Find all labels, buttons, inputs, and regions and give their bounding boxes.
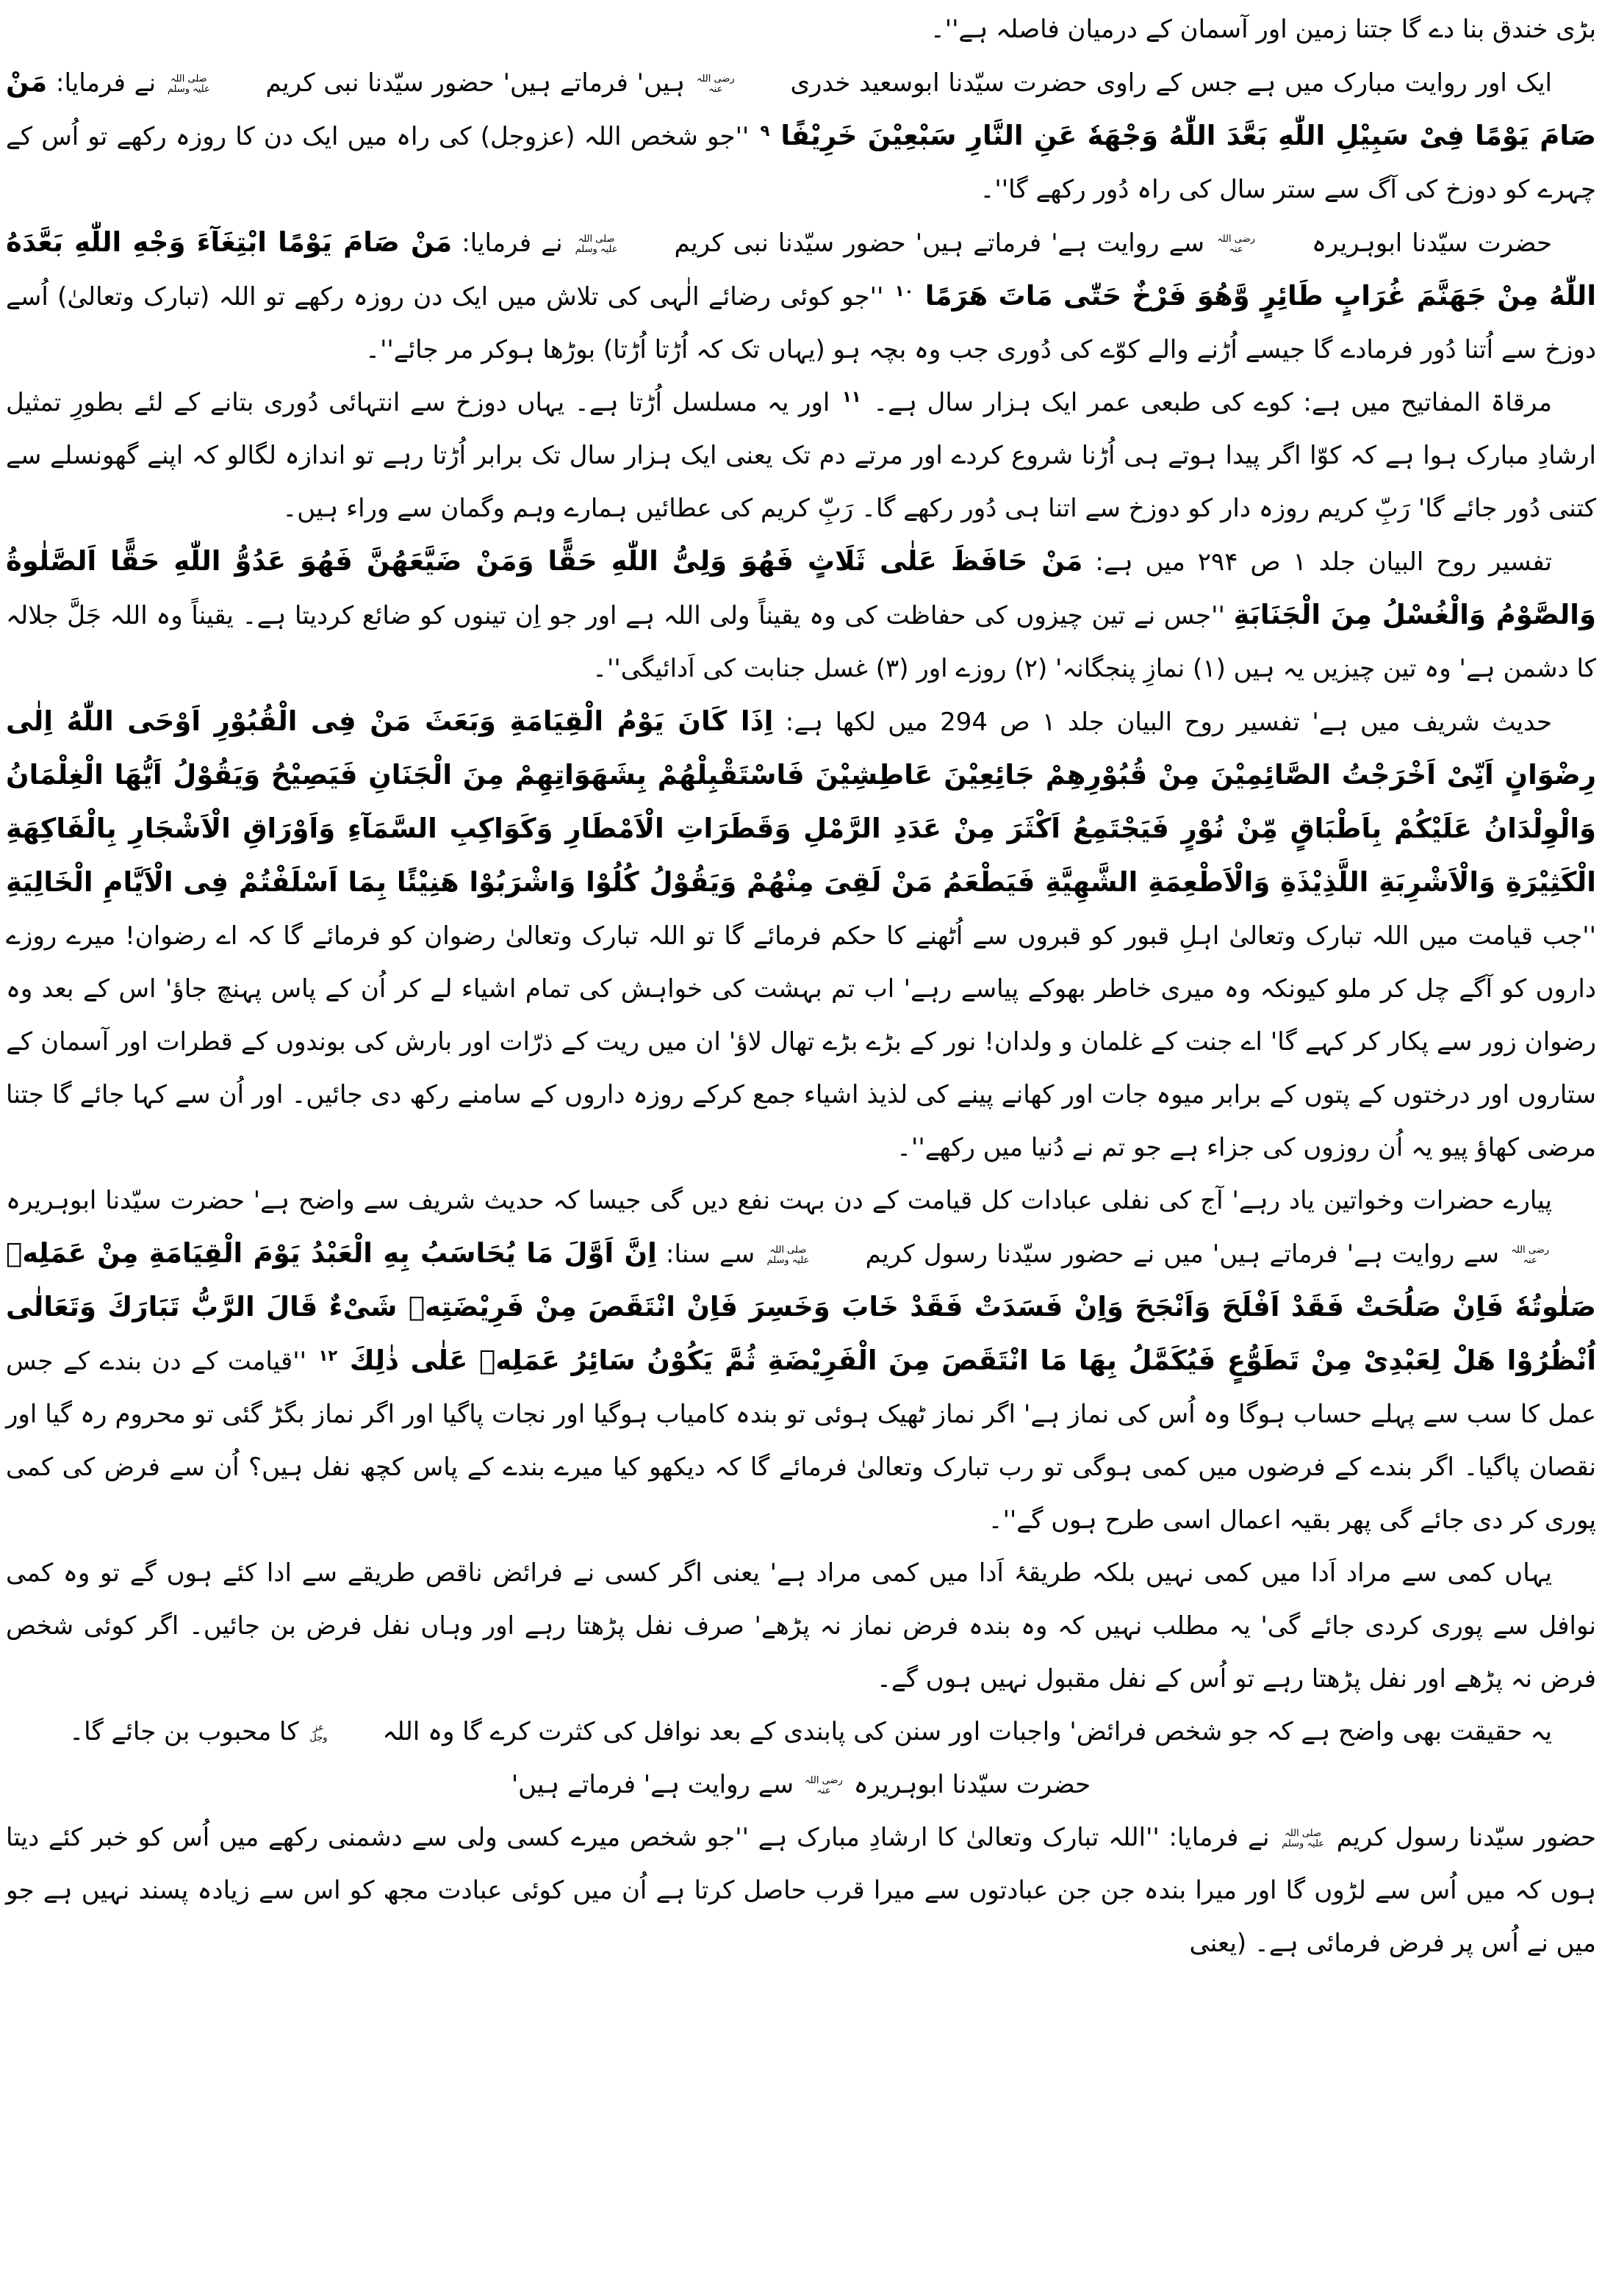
honorific-line: وجل — [309, 1732, 328, 1743]
urdu-text: ''جو شخص اللہ (عزوجل) کی راہ میں ایک دن کا روزہ رکھے تو اُس کے چہرے کو دوزخ کی آگ سے ستر سال کی راہ دُور رکھے گا''۔ — [6, 122, 1596, 204]
urdu-text: تفسیر روح البیان جلد ۱ ص ۲۹۴ میں ہے: — [1095, 547, 1552, 577]
arabic-quote: اِنَّ اَوَّلَ مَا يُحَاسَبُ بِهِ الْعَبْدُ يَوْمَ الْقِيَامَةِ مِنْ عَمَلِهٖ صَلٰوتُهٗ فَاِنْ صَلُحَتْ فَقَدْ اَفْلَحَ وَاَنْجَحَ وَاِنْ فَسَدَتْ فَقَدْ خَابَ وَخَسِرَ فَاِنْ انْتَقَصَ مِنْ فَرِيْضَتِهٖ شَىْءٌ قَالَ الرَّبُّ تَبَارَكَ وَتَعَالٰى اُنْظُرُوْا هَلْ لِعَبْدِىْ مِنْ تَطَوُّعٍ فَيُكَمَّلُ بِهَا مَا انْتَقَصَ مِنَ الْفَرِيْضَةِ ثُمَّ يَكُوْنُ سَائِرُ عَمَلِهٖ عَلٰى ذٰلِكَ — [6, 1237, 1596, 1376]
urdu-text: سے سنا: — [666, 1239, 755, 1269]
urdu-text: حضور سیّدنا رسول کریم — [1336, 1823, 1596, 1852]
urdu-text: بڑی خندق بنا دے گا جتنا زمین اور آسمان کے درمیان فاصلہ ہے''۔ — [930, 15, 1596, 44]
honorific-line: صلی اللہ — [578, 233, 615, 245]
honorific-line: علیہ وسلم — [167, 83, 210, 95]
honorific-mark — [575, 234, 662, 254]
urdu-text: نے فرمایا: ''اللہ تبارک وتعالیٰ کا ارشادِ مبارک ہے ''جو شخص میرے کسی ولی سے دشمنی رکھے میں اُس کو خبر کئے دیتا ہوں کہ میں اُس سے لڑوں گا اور میرا بندہ جن جن عبادتوں سے میرا قرب حاصل کرتا ہے اُن میں کوئی عبادت مجھ کو اس سے زیادہ پسند نہیں ہے جو میں نے اُس پر فرض فرمائی ہے۔ (یعنی — [6, 1823, 1596, 1958]
honorific-line: عنہ — [708, 83, 723, 95]
urdu-text: ''قیامت کے دن بندے کے جس عمل کا سب سے پہلے حساب ہوگا وہ اُس کی نماز ہے' اگر نماز ٹھیک ہوئی تو بندہ کامیاب ہوگیا اور نجات پاگیا اور اگر نماز بگڑ گئی تو محروم رہ گیا اور نقصان پاگیا۔ اگر بندے کے فرضوں میں کمی ہوگی تو رب تبارک وتعالیٰ فرمائے گا کہ دیکھو کیا میرے بندے کے پاس کچھ نفل ہیں؟ اُن سے فرض کی کمی پوری کر دی جائے گی پھر بقیہ اعمال اسی طرح ہوں گے''۔ — [6, 1347, 1596, 1535]
honorific-mark — [1511, 1245, 1593, 1265]
urdu-text: نے فرمایا: — [56, 68, 157, 98]
urdu-text: ہیں' فرماتے ہیں' حضور سیّدنا نبی کریم — [265, 68, 686, 98]
paragraph-1 — [6, 3, 1596, 56]
arabic-quote: مَنْ صَامَ يَوْمًا فِىْ سَبِيْلِ اللّٰهِ بَعَّدَ اللّٰهُ وَجْهَهٗ عَنِ النَّارِ سَبْعِيْنَ خَرِيْفًا — [6, 66, 1596, 151]
urdu-text: مرقاۃ المفاتیح میں ہے: کوے کی طبعی عمر ایک ہزار سال ہے۔ — [873, 388, 1553, 417]
paragraph-7 — [6, 1174, 1596, 1547]
honorific-mark — [309, 1723, 371, 1743]
urdu-text: ایک اور روایت مبارک میں ہے جس کے راوی حضرت سیّدنا ابوسعید خدری — [790, 68, 1552, 98]
urdu-text: سے روایت ہے' فرماتے ہیں' میں نے حضور سیّدنا رسول کریم — [865, 1239, 1499, 1269]
urdu-text: سے روایت ہے' فرماتے ہیں' حضور سیّدنا نبی کریم — [674, 228, 1205, 258]
paragraph-5 — [6, 535, 1596, 695]
footnote-ref: ۹ — [760, 121, 770, 140]
urdu-text: حدیث شریف میں ہے' تفسیر روح البیان جلد ۱ ص 294 میں لکھا ہے: — [785, 708, 1553, 737]
honorific-line: صلی اللہ — [1285, 1827, 1321, 1839]
urdu-text: سے روایت ہے' فرماتے ہیں' — [511, 1770, 794, 1799]
paragraph-8 — [6, 1547, 1596, 1705]
honorific-mark — [168, 74, 254, 94]
urdu-text: کا محبوب بن جائے گا۔ — [69, 1717, 299, 1746]
arabic-quote: مَنْ حَافَظَ عَلٰى ثَلَاثٍ فَهُوَ وَلِىُّ اللّٰهِ حَقًّا وَمَنْ ضَيَّعَهُنَّ فَهُوَ عَدُوُّ اللّٰهِ حَقًّا اَلصَّلٰوةُ وَالصَّوْمُ وَالْغُسْلُ مِنَ الْجَنَابَةِ — [6, 545, 1596, 630]
honorific-line: رضی اللہ — [804, 1774, 843, 1786]
paragraph-6 — [6, 695, 1596, 1174]
honorific-line: صلی اللہ — [170, 73, 207, 84]
arabic-quote: اِذَا كَانَ يَوْمُ الْقِيَامَةِ وَبَعَثَ مَنْ فِى الْقُبُوْرِ اَوْحَى اللّٰهُ اِلٰى رِضْوَانٍ اَنِّىْ اَخْرَجْتُ الصَّائِمِيْنَ مِنْ قُبُوْرِهِمْ جَائِعِيْنَ عَاطِشِيْنَ فَاسْتَقْبِلْهُمْ بِشَهَوَاتِهِمْ مِنَ الْجَنَانِ فَيَصِيْحُ وَيَقُوْلُ اَيُّهَا الْغِلْمَانُ وَالْوِلْدَانُ عَلَيْكُمْ بِاَطْبَاقٍ مِّنْ نُوْرٍ فَيَجْتَمِعُ اَكْثَرَ مِنْ عَدَدِ الرَّمْلِ وَقَطَرَاتِ الْاَمْطَارِ وَكَوَاكِبِ السَّمَآءِ وَاَوْرَاقِ الْاَشْجَارِ بِالْفَاكِهَةِ الْكَثِيْرَةِ وَالْاَشْرِبَةِ اللَّذِيْذَةِ وَالْاَطْعِمَةِ الشَّهِيَّةِ فَيَطْعَمُ مَنْ لَقِىَ مِنْهُمْ وَيَقُوْلُ كُلُوْا وَاشْرَبُوْا هَنِيْئًا بِمَا اَسْلَفْتُمْ فِى الْاَيَّامِ الْخَالِيَةِ — [6, 705, 1596, 898]
honorific-line: علیہ وسلم — [1282, 1838, 1325, 1849]
honorific-line: علیہ وسلم — [766, 1254, 810, 1266]
urdu-text: اور یہ مسلسل اُڑتا ہے۔ یہاں دوزخ سے انتہائی دُوری بتانے کے لئے بطورِ تمثیل ارشادِ مبارک ہوا ہے کہ کوّا اگر پیدا ہوتے ہی اُڑنا شروع کردے اور مرتے دم تک یعنی ایک ہزار سال تک برابر اُڑتا رہے تو اندازہ لگالو کہ اپنے گھونسلے سے کتنی دُور جائے گا' رَبِّ کریم روزہ دار کو دوزخ سے اتنا ہی دُور رکھے گا۔ رَبِّ کریم کی عطائیں ہمارے وہم وگمان سے وراء ہیں۔ — [6, 388, 1596, 523]
honorific-mark — [697, 74, 779, 94]
honorific-line: رضی اللہ — [1217, 233, 1255, 245]
paragraph-11 — [6, 1811, 1596, 1970]
paragraph-9 — [6, 1705, 1596, 1758]
honorific-mark — [1282, 1829, 1324, 1849]
honorific-line: رضی اللہ — [1511, 1244, 1550, 1256]
urdu-text: نے فرمایا: — [461, 228, 563, 258]
arabic-quote: مَنْ صَامَ يَوْمًا ابْتِغَآءَ وَجْهِ اللّٰهِ بَعَّدَهُ اللّٰهُ مِنْ جَهَنَّمَ غُرَابٍ طَائِرٍ وَّهُوَ فَرْخٌ حَتّٰى مَاتَ هَرَمًا — [6, 226, 1597, 312]
urdu-text: یہ حقیقت بھی واضح ہے کہ جو شخص فرائض' واجبات اور سنن کی پابندی کے بعد نوافل کی کثرت کرے گا وہ اللہ — [382, 1717, 1552, 1746]
honorific-line: صلی اللہ — [769, 1244, 807, 1256]
page-text — [6, 3, 1596, 1970]
honorific-line: عنہ — [816, 1785, 831, 1796]
urdu-text: پیارے حضرات وخواتین یاد رہے' آج کی نفلی عبادات کل قیامت کے دن بہت نفع دیں گی جیسا کہ حدیث شریف سے واضح ہے' حضرت سیّدنا ابوہریرہ — [6, 1186, 1552, 1215]
honorific-line: عنہ — [1229, 243, 1243, 255]
urdu-text: حضرت سیّدنا ابوہریرہ — [853, 1770, 1091, 1799]
honorific-line: عز — [312, 1721, 324, 1733]
footnote-ref: ۱۲ — [318, 1346, 338, 1364]
paragraph-2 — [6, 56, 1596, 216]
paragraph-10 — [6, 1758, 1596, 1811]
paragraph-3 — [6, 216, 1596, 376]
footnote-ref: ۱۱ — [841, 387, 861, 406]
urdu-text: ''جب قیامت میں اللہ تبارک وتعالیٰ اہلِ قبور کو قبروں سے اُٹھنے کا حکم فرمائے گا تو اللہ تبارک وتعالیٰ رضوان کو فرمائے گا کہ اے رضوان! میرے روزے داروں کو آگے چل کر ملو کیونکہ وہ میری خاطر بھوکے پیاسے رہے' اب تم بہشت کی خواہش کی تمام اشیاء لے کر اُن کے پاس پہنچ جاؤ' اس کے بعد وہ رضوان زور سے پکار کر کہے گا' اے جنت کے غلمان و ولدان! نور کے بڑے بڑے تھال لاؤ' ان میں ریت کے ذرّات اور بارش کی بوندوں کے قطرات اور آسمان کے ستاروں اور درختوں کے پتوں کے برابر میوہ جات اور کھانے پینے کی لذیذ اشیاء جمع کرکے روزہ داروں کے سامنے رکھ دی جائیں۔ اور اُن سے کہا جائے گا جتنا مرضی کھاؤ پیو یہ اُن روزوں کی جزاء ہے جو تم نے دُنیا میں رکھے''۔ — [6, 921, 1596, 1162]
honorific-line: علیہ وسلم — [575, 243, 618, 255]
urdu-text: ''جس نے تین چیزوں کی حفاظت کی وہ یقیناً ولی اللہ ہے اور جو اِن تینوں کو ضائع کردیتا ہے۔ یقیناً وہ اللہ جَلَّ جلالہ کا دشمن ہے' وہ تین چیزیں یہ ہیں (۱) نمازِ پنجگانہ' (۲) روزے اور (۳) غسل جنابت کی اَدائیگی''۔ — [6, 601, 1596, 683]
honorific-mark — [766, 1245, 853, 1265]
honorific-line: عنہ — [1523, 1254, 1537, 1266]
urdu-text: ''جو کوئی رضائے الٰہی کی تلاش میں ایک دن روزہ رکھے تو اللہ (تبارک وتعالیٰ) اُسے دوزخ سے اُتنا دُور فرمادے گا جیسے اُڑنے والے کوّے کی دُوری جب وہ بچہ ہو (یہاں تک کہ اُڑتا اُڑتا) بوڑھا ہوکر مر جائے''۔ — [6, 282, 1596, 364]
paragraph-4 — [6, 376, 1596, 535]
footnote-ref: ۱۰ — [894, 281, 914, 300]
honorific-line: رضی اللہ — [696, 73, 735, 84]
urdu-text: حضرت سیّدنا ابوہریرہ — [1311, 228, 1553, 258]
urdu-text: یہاں کمی سے مراد اَدا میں کمی نہیں بلکہ طریقۂ اَدا میں کمی مراد ہے' یعنی اگر کسی نے فرائض ناقص طریقے سے ادا کئے ہوں گے تو وہ کمی نوافل سے پوری کردی جائے گی' یہ مطلب نہیں کہ وہ بندہ فرض نماز نہ پڑھے' صرف نفل پڑھتا رہے اور وہاں نفل فرض بن جائیں۔ اگر کوئی شخص فرض نہ پڑھے اور نفل پڑھتا رہے تو اُس کے نفل مقبول نہیں ہوں گے۔ — [6, 1558, 1596, 1694]
honorific-mark — [805, 1776, 843, 1796]
honorific-mark — [1217, 234, 1299, 254]
